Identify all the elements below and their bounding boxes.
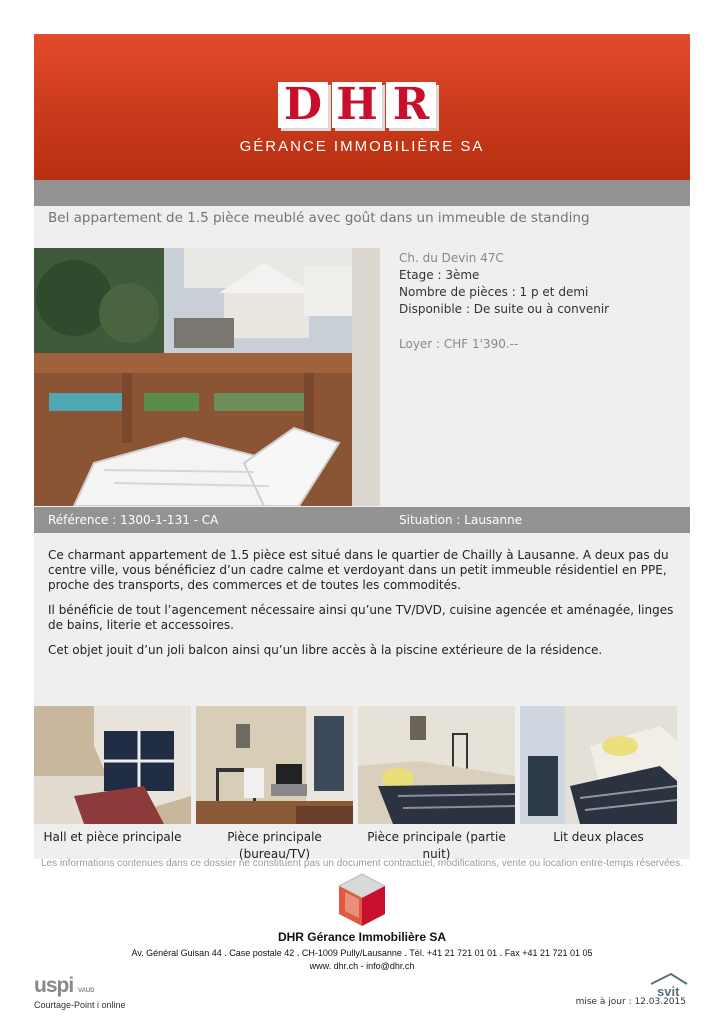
separator-dot: . [499,948,503,958]
company-name: DHR Gérance Immobilière SA [277,930,447,944]
rent: Loyer : CHF 1'390.-- [399,337,519,351]
company-address [34,948,690,958]
listing-title: Bel appartement de 1.5 pièce meublé avec goût dans un immeuble de standing [48,210,590,226]
logo-letter-d: D [278,82,328,128]
address-city: CH-1009 Pully/Lausanne [301,948,402,958]
disclaimer: Les informations contenues dans ce dossier ne constituent pas un document contractuel, modifications, vente ou location entre-temps réservées. [40,858,684,869]
top-gray-bar [34,180,690,206]
description-paragraph: Ce charmant appartement de 1.5 pièce est situé dans le quartier de Chailly à Lausanne. A deux pas du centre ville, vous bénéficiez d’un cadre calme et verdoyant dans un petit immeuble résidentiel en PPE, proche des transports, des commerces et de toutes les commodités. [48,548,669,592]
gallery-photo-bed [520,706,677,824]
gallery-caption: Lit deux places [553,830,644,844]
rooms: Nombre de pièces : 1 p et demi [399,285,589,299]
website-email: www. dhr.ch - info@dhr.ch [309,961,415,971]
gallery-photo-office [196,706,353,824]
separator-dot: . [224,948,227,958]
description-paragraph: Cet objet jouit d’un joli balcon ainsi qu’un libre accès à la piscine extérieure de la résidence. [48,643,603,657]
logo-subtitle: GÉRANCE IMMOBILIÈRE SA [239,138,485,155]
gallery-photo-hall [34,706,191,824]
uspi-logo-text: uspi [34,974,74,997]
situation: Situation : Lausanne [399,513,523,527]
uspi-logo [34,974,95,998]
availability: Disponible : De suite ou à convenir [399,302,610,316]
address-street: Av. Général Guisan 44 [131,948,222,958]
gallery-caption: Hall et pièce principale [43,830,182,844]
description [48,548,678,668]
uspi-logo-subtext: VAUD [78,988,95,994]
logo-letter-h: H [332,82,382,128]
gallery-photo-bedroom [358,706,515,824]
gallery-caption: Pièce principale (bureau/TV) [227,830,322,861]
floor: Etage : 3ème [399,268,480,282]
reference: Référence : 1300-1-131 - CA [48,513,219,527]
balcony-photo [34,248,380,506]
address-box: Case postale 42 [229,948,295,958]
description-paragraph: Il bénéficie de tout l’agencement nécessaire ainsi qu’une TV/DVD, cuisine agencée et aménagée, linges de bains, literie et accessoires. [48,603,674,632]
reference-bar [34,507,690,533]
address: Ch. du Devin 47C [399,251,504,265]
dhr-logo [278,79,440,130]
update-date: mise à jour : 12.03.2015 [575,997,686,1007]
separator-dot: . [296,948,300,958]
gallery-caption: Pièce principale (partie nuit) [367,830,506,861]
separator-dot: . [404,948,407,958]
courtage-label: Courtage-Point i online [34,1000,126,1010]
address-phone: Tél. +41 21 721 01 01 [409,948,498,958]
cube-logo-icon [337,872,387,932]
address-fax: Fax +41 21 721 01 05 [504,948,593,958]
svit-logo-text: svit [657,984,680,998]
logo-letter-r: R [386,82,436,128]
header-banner [34,34,690,180]
